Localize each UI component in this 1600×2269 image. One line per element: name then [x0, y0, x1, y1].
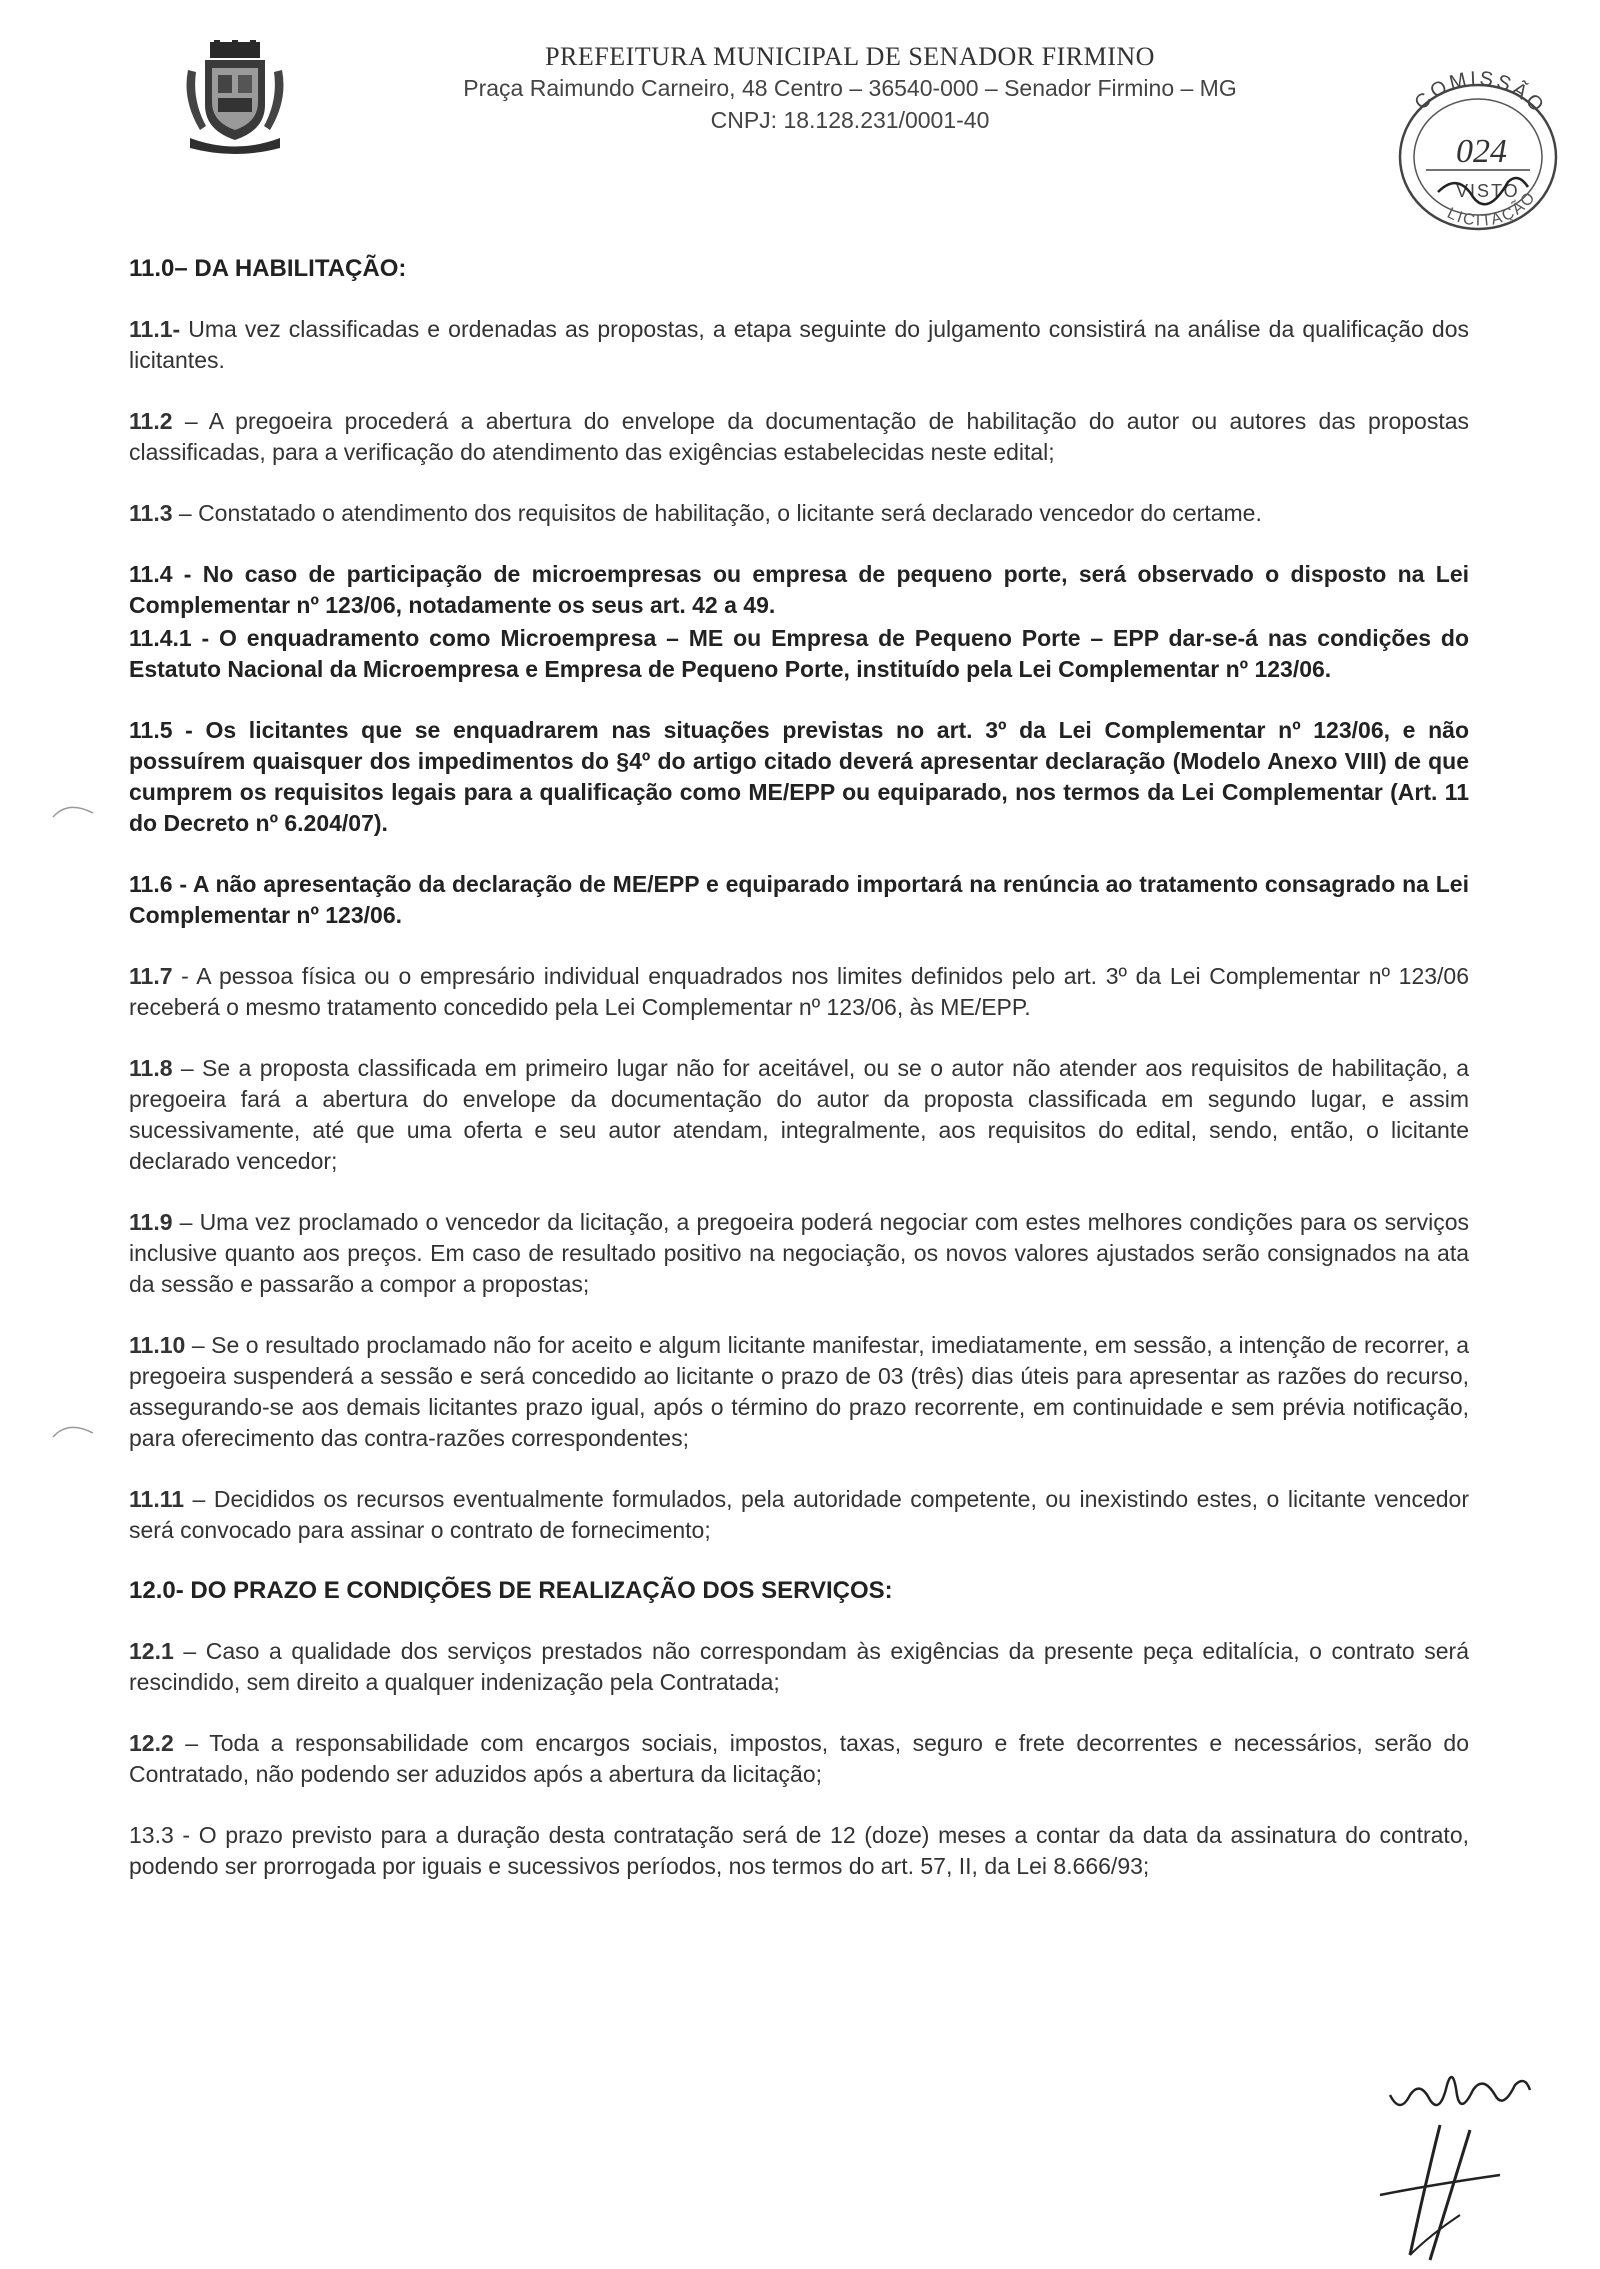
letterhead-title: PREFEITURA MUNICIPAL DE SENADOR FIRMINO — [545, 42, 1155, 71]
document-body — [129, 254, 1469, 1912]
clause-number: 11.2 — [129, 408, 173, 434]
clause-text: – Toda a responsabilidade com encargos sociais, impostos, taxas, seguro e frete decorrentes e necessários, serão do Contratado, não podendo ser aduzidos após a abertura da licitação; — [129, 1730, 1469, 1787]
clause-11-7 — [129, 961, 1469, 1023]
clause-11-8 — [129, 1053, 1469, 1177]
clause-number: 11.10 — [129, 1332, 186, 1358]
stamp-number: 024 — [1456, 133, 1507, 170]
clause-11-4: 11.4 - No caso de participação de microempresas ou empresa de pequeno porte, será observado o disposto na Lei Complementar nº 123/06, notadamente os seus art. 42 a 49. — [129, 561, 1469, 618]
clause-number: 11.8 — [129, 1055, 173, 1081]
clause-number: 12.2 — [129, 1730, 174, 1756]
stamp-middle-text: VISTO — [1456, 181, 1520, 201]
clause-11-9 — [129, 1207, 1469, 1300]
municipal-crest-logo — [180, 40, 290, 155]
clause-text: – Constatado o atendimento dos requisitos de habilitação, o licitante será declarado vencedor do certame. — [172, 500, 1262, 526]
clause-number: 11.7 — [129, 963, 173, 989]
clause-text: - A pessoa física ou o empresário individual enquadrados nos limites definidos pelo art. 3º da Lei Complementar nº 123/06 receberá o mesmo tratamento concedido pela Lei Complementar nº 123/06, às ME/EPP. — [129, 963, 1469, 1020]
clause-text: – Uma vez proclamado o vencedor da licitação, a pregoeira poderá negociar com estes melhores condições para os serviços inclusive quanto aos preços. Em caso de resultado positivo na negociação, os novos valores ajustados serão consignados na ata da sessão e passarão a compor a propostas; — [129, 1209, 1469, 1297]
clause-12-1 — [129, 1636, 1469, 1698]
signature-initials-bottom — [1370, 2115, 1510, 2265]
clause-text: – Decididos os recursos eventualmente formulados, pela autoridade competente, ou inexistindo estes, o licitante vencedor será convocado para assinar o contrato de fornecimento; — [129, 1486, 1469, 1543]
stamp-bottom-text: LICITAÇÃO — [1444, 188, 1540, 230]
clause-11-4-1: 11.4.1 - O enquadramento como Microempresa – ME ou Empresa de Pequeno Porte – EPP dar-se-á nas condições do Estatuto Nacional da Microempresa e Empresa de Pequeno Porte, instituído pela Lei Complementar nº 123/06. — [129, 625, 1469, 682]
clause-11-10 — [129, 1330, 1469, 1454]
margin-mark-top — [48, 795, 98, 825]
clause-text: – Se o resultado proclamado não for aceito e algum licitante manifestar, imediatamente, em sessão, a intenção de recorrer, a pregoeira suspenderá a sessão e será concedido ao licitante o prazo de 03 (três) dias úteis para apresentar as razões do recurso, assegurando-se aos demais licitantes prazo igual, após o término do prazo recorrente, em continuidade e sem prévia notificação, para oferecimento das contra-razões correspondentes; — [129, 1332, 1469, 1451]
clause-11-3 — [129, 498, 1469, 529]
clause-11-5: 11.5 - Os licitantes que se enquadrarem nas situações previstas no art. 3º da Lei Complementar nº 123/06, e não possuírem quaisquer dos impedimentos do §4º do artigo citado deverá apresentar declaração (Modelo Anexo VIII) de que cumprem os requisitos legais para a qualificação como ME/EPP ou equiparado, nos termos da Lei Complementar (Art. 11 do Decreto nº 6.204/07). — [129, 717, 1469, 836]
stamp-top-text: COMISSÃO — [1410, 67, 1550, 119]
clause-number: 11.3 — [129, 500, 173, 526]
clause-number: 12.1 — [129, 1638, 174, 1664]
clause-11-2 — [129, 406, 1469, 468]
clause-text: – Se a proposta classificada em primeiro lugar não for aceitável, ou se o autor não atender aos requisitos de habilitação, a pregoeira fará a abertura do envelope da documentação do autor da proposta classificada em segundo lugar, e assim sucessivamente, até que uma oferta e seu autor atendam, integralmente, aos requisitos do edital, sendo, então, o licitante declarado vencedor; — [129, 1055, 1469, 1174]
commission-stamp — [1378, 62, 1578, 232]
letterhead-cnpj: CNPJ: 18.128.231/0001-40 — [710, 107, 990, 133]
letterhead-address: Praça Raimundo Carneiro, 48 Centro – 36540-000 – Senador Firmino – MG — [463, 75, 1237, 101]
section-11-heading: 11.0– DA HABILITAÇÃO: — [129, 255, 407, 282]
clause-11-6: 11.6 - A não apresentação da declaração de ME/EPP e equiparado importará na renúncia ao tratamento consagrado na Lei Complementar nº 123/06. — [129, 871, 1469, 928]
clause-text: Uma vez classificadas e ordenadas as propostas, a etapa seguinte do julgamento consistirá na análise da qualificação dos licitantes. — [129, 316, 1469, 373]
clause-13-3: 13.3 - O prazo previsto para a duração desta contratação será de 12 (doze) meses a contar da data da assinatura do contrato, podendo ser prorrogada por iguais e sucessivos períodos, nos termos do art. 57, II, da Lei 8.666/93; — [129, 1822, 1469, 1879]
clause-11-11 — [129, 1484, 1469, 1546]
clause-text: – Caso a qualidade dos serviços prestados não correspondam às exigências da presente peça editalícia, o contrato será rescindido, sem direito a qualquer indenização pela Contratada; — [129, 1638, 1469, 1695]
clause-number: 11.9 — [129, 1209, 173, 1235]
clause-number: 11.11 — [129, 1486, 185, 1512]
letterhead — [360, 42, 1340, 136]
clause-text: – A pregoeira procederá a abertura do envelope da documentação de habilitação do autor ou autores das propostas classificadas, para a verificação do atendimento das exigências estabelecidas neste edital; — [129, 408, 1469, 465]
section-12-heading: 12.0- DO PRAZO E CONDIÇÕES DE REALIZAÇÃO DOS SERVIÇOS: — [129, 1577, 893, 1604]
clause-11-1 — [129, 314, 1469, 376]
clause-number: 11.1- — [129, 316, 181, 342]
margin-mark-bottom — [48, 1415, 98, 1445]
clause-12-2 — [129, 1728, 1469, 1790]
svg-text:COMISSÃO — [1410, 68, 1549, 119]
